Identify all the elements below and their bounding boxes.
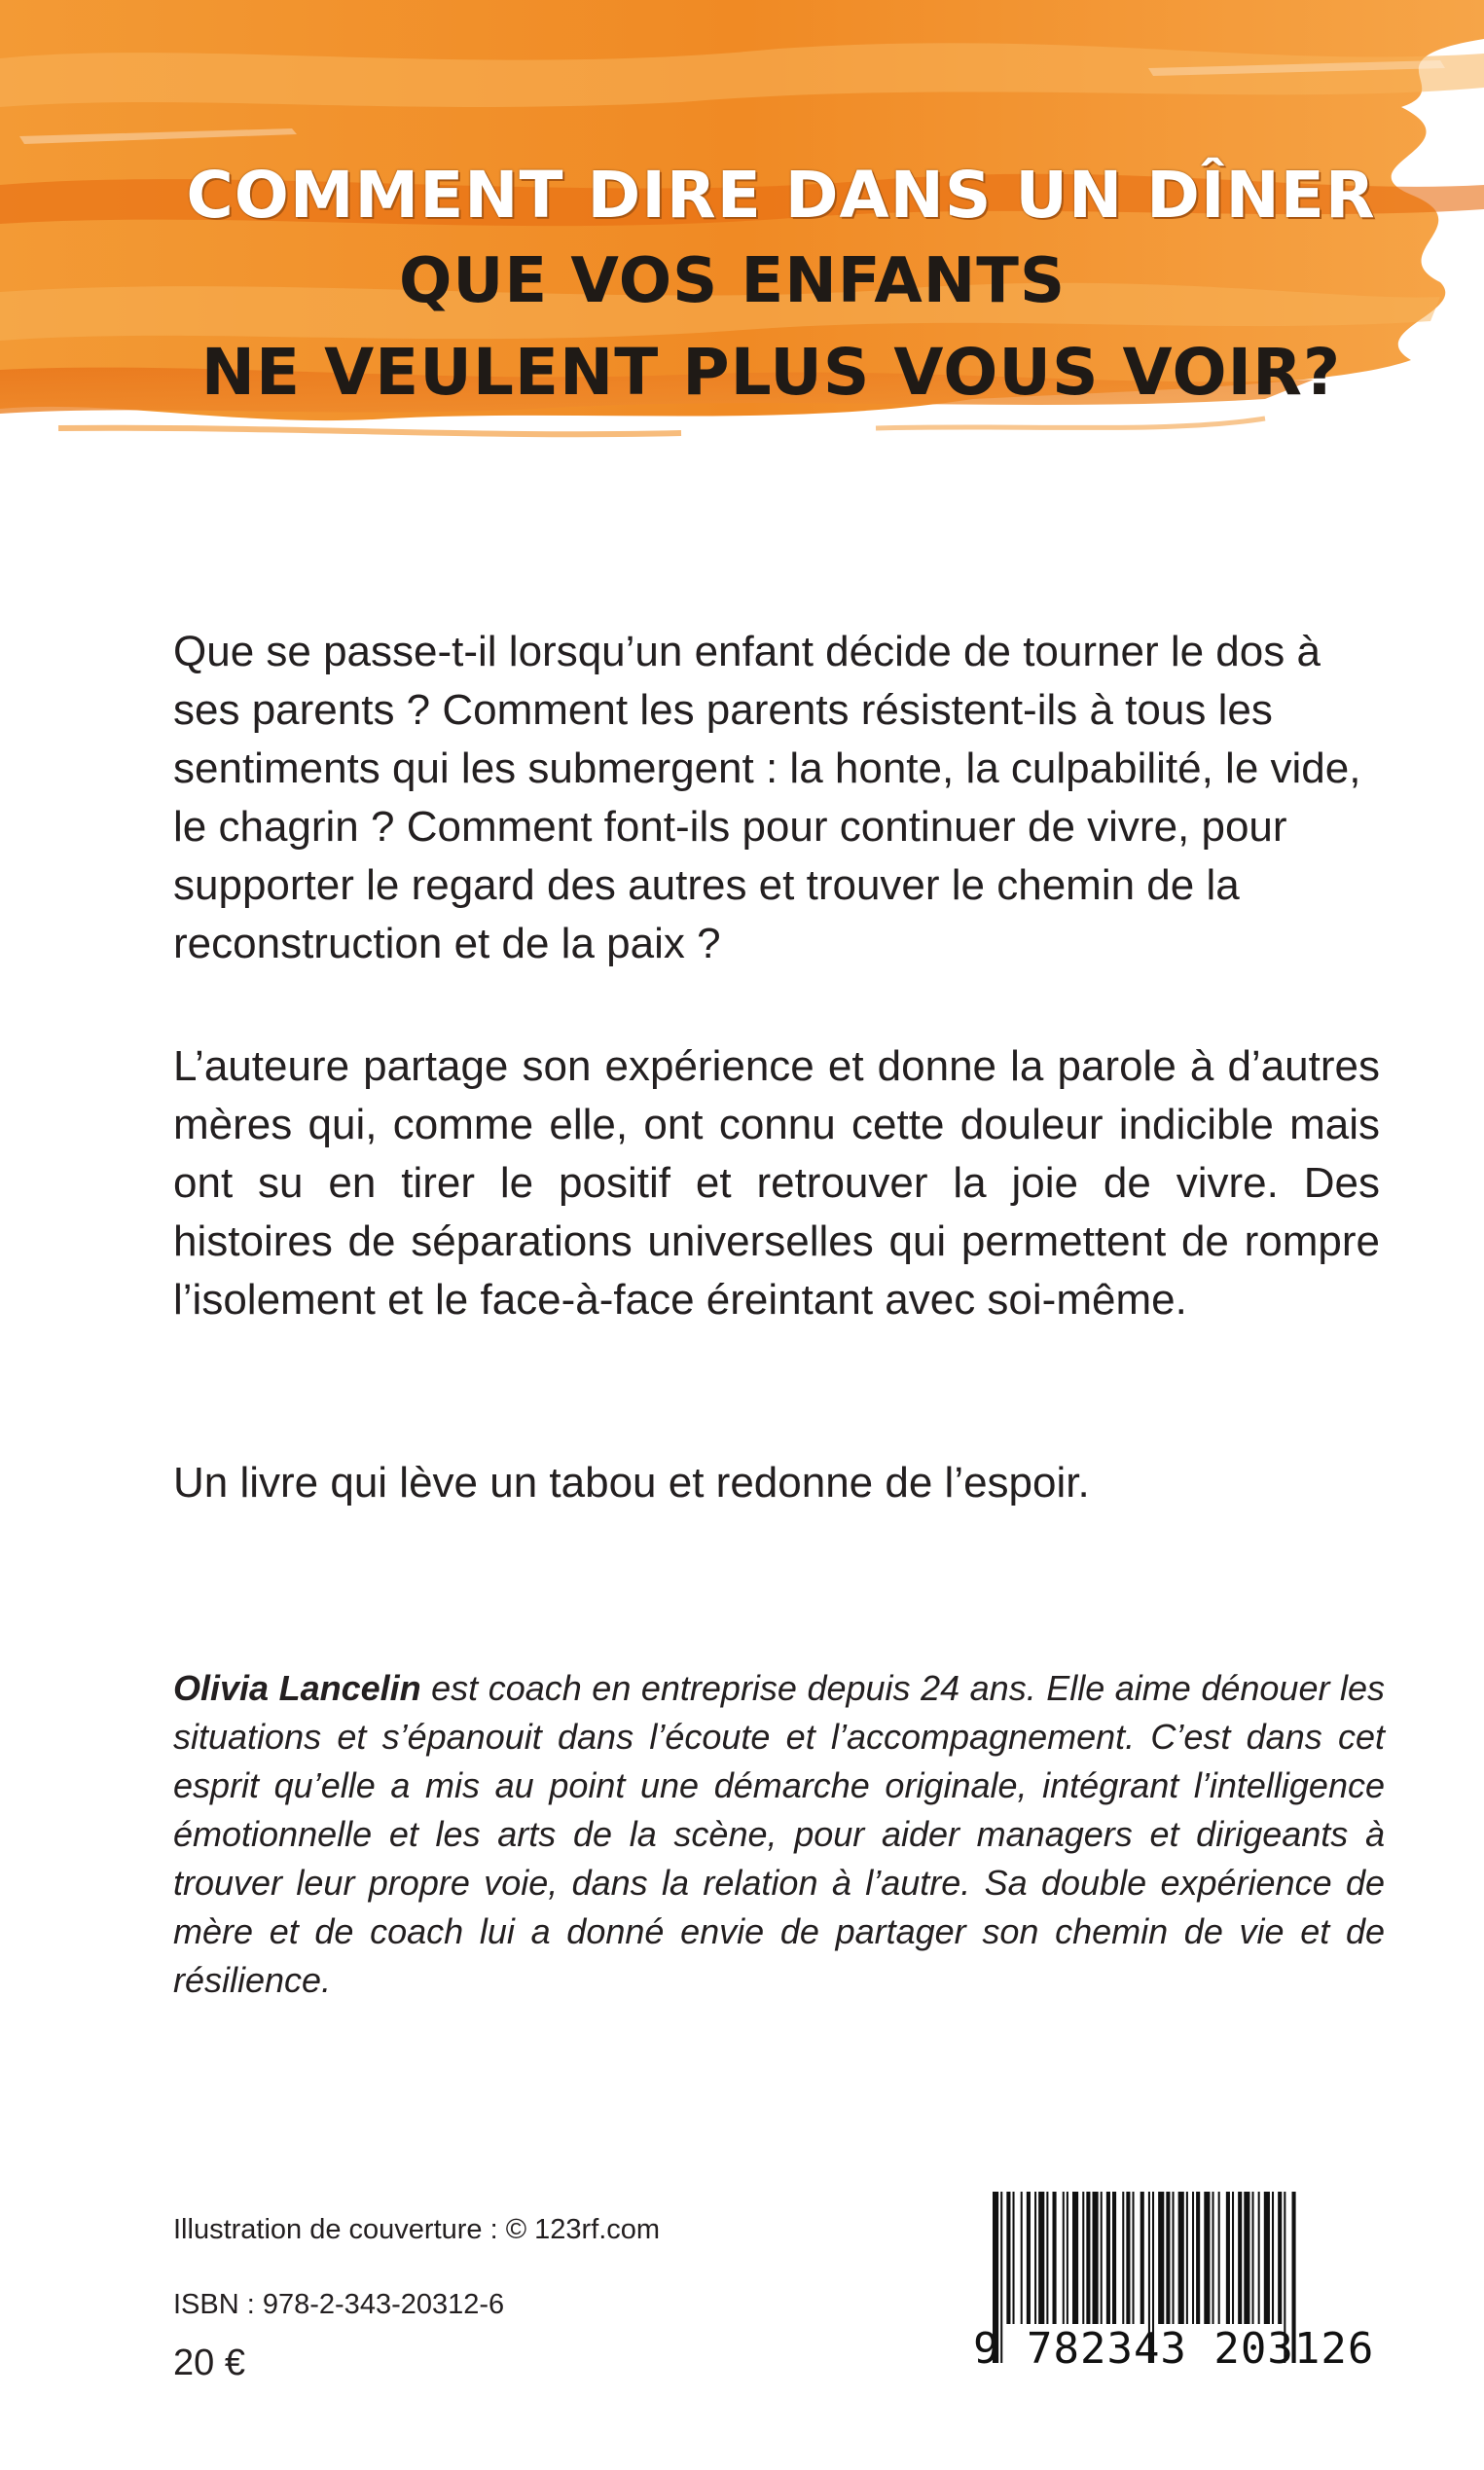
barcode-bar — [1140, 2192, 1144, 2324]
barcode-bar — [1232, 2192, 1234, 2324]
price: 20 € — [173, 2343, 245, 2383]
barcode-bar — [1213, 2192, 1214, 2324]
orange-brush-banner — [0, 0, 1484, 487]
headline-line-3: NE VEULENT PLUS VOUS VOIR? — [200, 335, 1342, 410]
brush-stroke-graphic — [0, 0, 1484, 487]
barcode-bar — [1101, 2192, 1103, 2324]
barcode-bar — [1034, 2192, 1036, 2324]
barcode-bar — [1112, 2192, 1116, 2324]
barcode-bar — [1126, 2192, 1130, 2324]
barcode-bar — [1082, 2192, 1084, 2324]
barcode-bar — [1186, 2192, 1188, 2324]
barcode-bar — [1238, 2192, 1242, 2324]
author-name: Olivia Lancelin — [173, 1668, 421, 1708]
barcode-bar — [1053, 2192, 1057, 2324]
barcode-bar — [1258, 2192, 1260, 2324]
barcode-bar — [1072, 2192, 1078, 2324]
barcode-bar — [1244, 2192, 1249, 2324]
headline-line-2: QUE VOS ENFANTS — [398, 245, 1067, 317]
barcode-bar — [1178, 2192, 1184, 2324]
isbn: ISBN : 978-2-343-20312-6 — [173, 2289, 505, 2320]
barcode-bar — [1106, 2192, 1110, 2324]
barcode-bar — [1093, 2192, 1099, 2324]
barcode-bar — [1192, 2192, 1194, 2324]
author-bio-text: est coach en entreprise depuis 24 ans. Elle aime dénouer les situations et s’épanouit dans l’écoute et l’accompagnement. C’est dans cet esprit qu’elle a mis au point une démarche originale, intégrant l’intelligence émotionnelle et les arts de la scène, pour aider managers et dirigeants à trouver leur propre voie, dans la relation à l’autre. Sa double expérience de mère et de coach lui a donné envie de partager son chemin de vie et de résilience. — [173, 1668, 1386, 2000]
blurb-paragraph-1: Que se passe-t-il lorsqu’un enfant décide de tourner le dos à ses parents ? Comment les parents résistent-ils à tous les sentiments qui les submergent : la honte, la culpabilité, le vide, le chagrin ? Comment font-ils pour continuer de vivre, pour supporter le regard des autres et trouver le chemin de la reconstruction et de la paix ? — [173, 628, 1361, 967]
barcode-bar — [1226, 2192, 1230, 2324]
barcode-bar — [1013, 2192, 1015, 2324]
barcode-bar — [1278, 2192, 1282, 2324]
barcode-bar — [1063, 2192, 1065, 2324]
barcode-bar — [1218, 2192, 1220, 2324]
barcode-bar — [1122, 2192, 1124, 2324]
blurb-paragraph-2: L’auteure partage son expérience et donne la parole à d’autres mères qui, comme elle, ont connu cette douleur indicible mais ont su en tirer le positif et retrouver la joie de vivre. Des histoires de séparations universelles qui permettent de rompre l’isolement et le face-à-face éreintant avec soi-même. — [173, 1042, 1380, 1324]
barcode-bar — [1252, 2192, 1254, 2324]
barcode-bar — [1027, 2192, 1031, 2324]
barcode-bar — [1006, 2192, 1010, 2324]
barcode-bar — [1272, 2192, 1274, 2324]
author-bio — [173, 1664, 1385, 2005]
barcode-bar — [1166, 2192, 1170, 2324]
blurb-paragraph-3: Un livre qui lève un tabou et redonne de l’espoir. — [173, 1459, 1090, 1507]
barcode-bar — [1021, 2192, 1023, 2324]
barcode-bar — [1204, 2192, 1210, 2324]
barcode-bar — [1038, 2192, 1044, 2324]
barcode-digits: 9 782343 203126 — [973, 2324, 1375, 2374]
barcode-bar — [1046, 2192, 1048, 2324]
headline-line-1: COMMENT DIRE DANS UN DÎNER — [186, 158, 1376, 233]
barcode-bar — [1196, 2192, 1200, 2324]
barcode-bar — [1264, 2192, 1270, 2324]
barcode-bar — [1086, 2192, 1090, 2324]
barcode-bar — [1158, 2192, 1164, 2324]
barcode-bar — [1067, 2192, 1068, 2324]
barcode-bar — [1133, 2192, 1135, 2324]
illustration-credit: Illustration de couverture : © 123rf.com — [173, 2214, 661, 2245]
barcode-bar — [1173, 2192, 1175, 2324]
